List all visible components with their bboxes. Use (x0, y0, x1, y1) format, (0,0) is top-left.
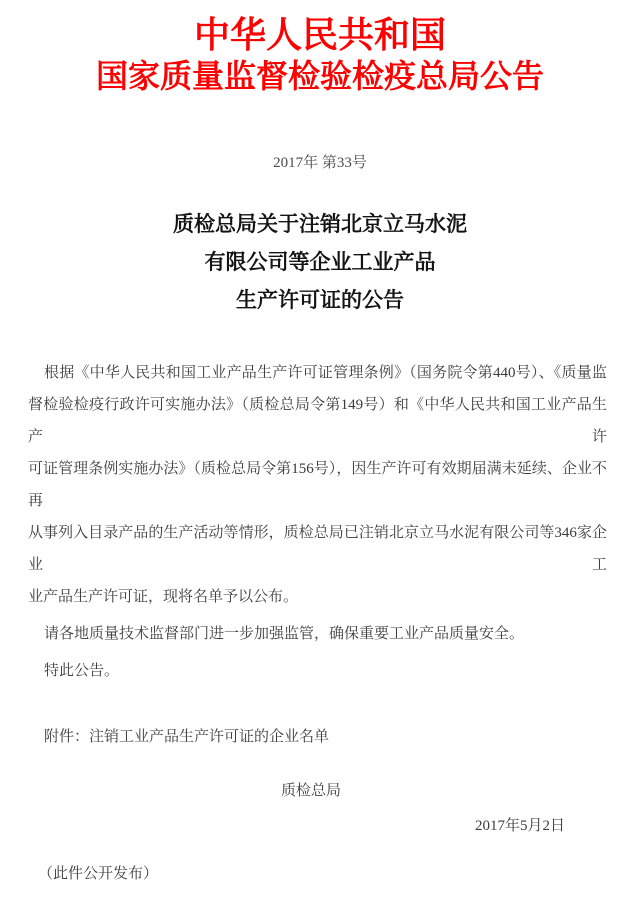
public-release-note: （此件公开发布） (38, 866, 159, 882)
document-number: 2017年 第33号 (273, 155, 367, 171)
announcement-title (0, 205, 640, 319)
issuing-agency: 质检总局 (280, 783, 341, 799)
body-paragraph-2: 请各地质量技术监督部门进一步加强监管，确保重要工业产品质量安全。 (44, 626, 525, 642)
body-text (28, 357, 607, 753)
announcement-title-line-3: 生产许可证的公告 (236, 288, 404, 312)
body-paragraph-1-line-3: 可证管理条例实施办法》（质检总局令第156号），因生产许可有效期届满未延续、企业不再 (28, 461, 607, 509)
announcement-title-line-1: 质检总局关于注销北京立马水泥 (173, 212, 467, 236)
body-paragraph-1-line-2: 督检验检疫行政许可实施办法》（质检总局令第149号）和《中华人民共和国工业产品生产许 (28, 397, 607, 445)
body-paragraph-1-line-1: 根据《中华人民共和国工业产品生产许可证管理条例》（国务院令第440号）、《质量监 (44, 365, 607, 381)
body-paragraph-1-line-4: 从事列入目录产品的生产活动等情形，质检总局已注销北京立马水泥有限公司等346家企业工 (28, 525, 607, 573)
header-line-agency: 国家质量监督检验检疫总局公告 (95, 58, 544, 94)
announcement-title-line-2: 有限公司等企业工业产品 (204, 250, 436, 274)
issue-date: 2017年5月2日 (474, 818, 565, 834)
attachment-note: 附件：注销工业产品生产许可证的企业名单 (44, 729, 330, 745)
body-paragraph-3: 特此公告。 (44, 663, 120, 679)
body-paragraph-1-line-5: 业产品生产许可证，现将名单予以公布。 (28, 589, 299, 605)
header-line-country: 中华人民共和国 (193, 15, 446, 55)
